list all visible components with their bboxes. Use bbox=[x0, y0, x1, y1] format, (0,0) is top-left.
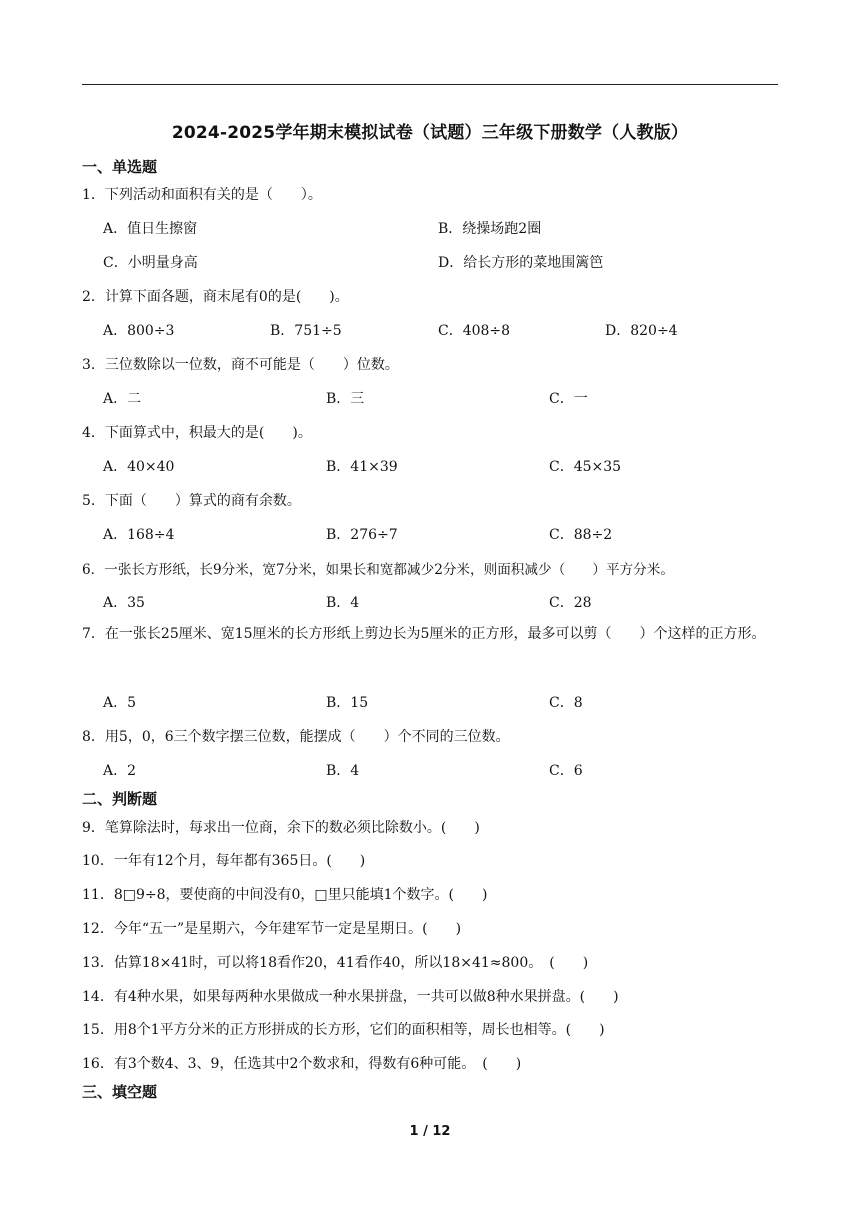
header-rule bbox=[82, 84, 778, 85]
q2-option-b: B．751÷5 bbox=[270, 323, 342, 339]
section-heading-single-choice: 一、单选题 bbox=[82, 158, 158, 176]
q1-option-a: A．值日生擦窗 bbox=[103, 221, 198, 237]
page-title: 2024-2025学年期末模拟试卷（试题）三年级下册数学（人教版） bbox=[171, 123, 689, 143]
question-6: 6．一张长方形纸，长9分米，宽7分米，如果长和宽都减少2分米，则面积减少（ ）平方分米。 bbox=[82, 562, 674, 578]
q5-option-b: B．276÷7 bbox=[326, 527, 398, 543]
q6-option-c: C．28 bbox=[549, 595, 592, 611]
q2-option-d: D．820÷4 bbox=[605, 323, 678, 339]
q2-option-a: A．800÷3 bbox=[103, 323, 175, 339]
section-heading-true-false: 二、判断题 bbox=[82, 790, 158, 808]
question-13: 13．估算18×41时，可以将18看作20，41看作40，所以18×41≈800。 ( ) bbox=[82, 955, 589, 971]
question-11: 11．8□9÷8，要使商的中间没有0，□里只能填1个数字。( ) bbox=[82, 887, 488, 903]
question-16: 16．有3个数4、3、9，任选其中2个数求和，得数有6种可能。 ( ) bbox=[82, 1056, 522, 1072]
q5-option-a: A．168÷4 bbox=[103, 527, 175, 543]
q8-option-a: A．2 bbox=[103, 763, 137, 779]
question-12: 12．今年“五一”是星期六，今年建军节一定是星期日。( ) bbox=[82, 921, 462, 937]
question-4: 4．下面算式中，积最大的是( )。 bbox=[82, 425, 312, 441]
question-15: 15．用8个1平方分米的正方形拼成的长方形，它们的面积相等，周长也相等。( ) bbox=[82, 1022, 605, 1038]
question-8: 8．用5，0，6三个数字摆三位数，能摆成（ ）个不同的三位数。 bbox=[82, 729, 510, 745]
q3-option-b: B．三 bbox=[326, 391, 365, 407]
q8-option-b: B．4 bbox=[326, 763, 360, 779]
q4-option-b: B．41×39 bbox=[326, 459, 398, 475]
q3-option-c: C．一 bbox=[549, 391, 588, 407]
q6-option-a: A．35 bbox=[103, 595, 145, 611]
q7-option-a: A．5 bbox=[103, 695, 137, 711]
question-10: 10．一年有12个月，每年都有365日。( ) bbox=[82, 853, 366, 869]
q6-option-b: B．4 bbox=[326, 595, 360, 611]
q7-option-b: B．15 bbox=[326, 695, 369, 711]
q1-option-d: D．给长方形的菜地围篱笆 bbox=[438, 255, 604, 271]
q8-option-c: C．6 bbox=[549, 763, 583, 779]
question-1: 1．下列活动和面积有关的是（ ）。 bbox=[82, 187, 322, 203]
q4-option-c: C．45×35 bbox=[549, 459, 622, 475]
page-number: 1 / 12 bbox=[409, 1124, 451, 1139]
q3-option-a: A．二 bbox=[103, 391, 142, 407]
q1-option-b: B．绕操场跑2圈 bbox=[438, 221, 542, 237]
question-5: 5．下面（ ）算式的商有余数。 bbox=[82, 493, 301, 509]
question-7: 7．在一张长25厘米、宽15厘米的长方形纸上剪边长为5厘米的正方形，最多可以剪（ ）个这样的正方形。 bbox=[82, 626, 766, 642]
q4-option-a: A．40×40 bbox=[103, 459, 175, 475]
question-9: 9．笔算除法时，每求出一位商，余下的数必须比除数小。( ) bbox=[82, 820, 480, 836]
question-14: 14．有4种水果，如果每两种水果做成一种水果拼盘，一共可以做8种水果拼盘。( ) bbox=[82, 989, 619, 1005]
q1-option-c: C．小明量身高 bbox=[103, 255, 198, 271]
q7-option-c: C．8 bbox=[549, 695, 583, 711]
question-2: 2．计算下面各题，商末尾有0的是( )。 bbox=[82, 289, 349, 305]
section-heading-fill-in: 三、填空题 bbox=[82, 1083, 158, 1101]
q2-option-c: C．408÷8 bbox=[438, 323, 511, 339]
q5-option-c: C．88÷2 bbox=[549, 527, 613, 543]
question-3: 3．三位数除以一位数，商不可能是（ ）位数。 bbox=[82, 357, 399, 373]
